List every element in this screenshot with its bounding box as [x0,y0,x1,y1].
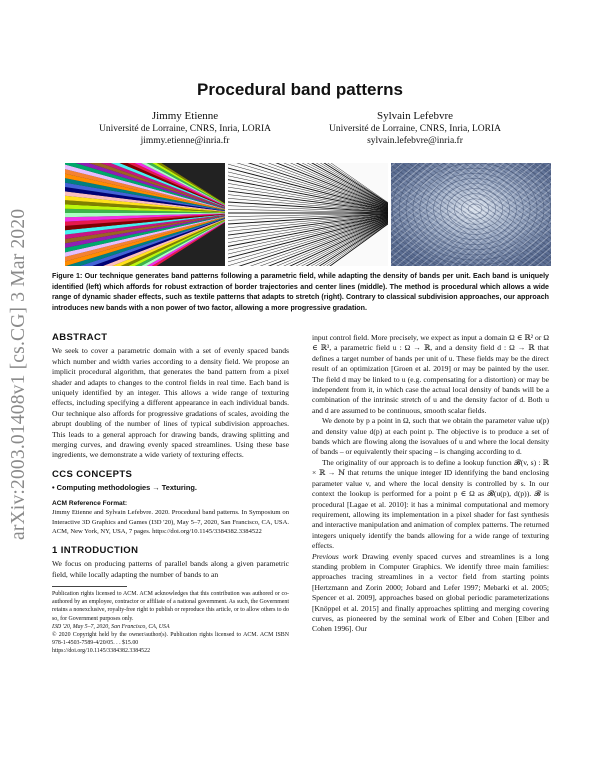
footnote-copyright: © 2020 Copyright held by the owner/author(s). Publication rights licensed to ACM. ACM ISBN 978-1-4503-7589-4/20/05. . . $15.00 [52,631,289,646]
author-email[interactable]: jimmy.etienne@inria.fr [140,136,230,146]
abstract-heading: ABSTRACT [52,332,108,343]
author-name: Jimmy Etienne [151,110,219,122]
textile-pattern-image [391,163,551,266]
introduction-heading: 1 INTRODUCTION [52,545,139,557]
abstract-text: We seek to cover a parametric domain with a set of evenly spaced bands which number and width varies according to a density field. We propose an implicit procedural algorithm, that generates the band pattern from a pixel shader and adapts to changes to the control fields in real time. Each band is uniquely identified by an integer. This allows a wide range of texturing effects, including specifying a different appearance in each individual bands. Our technique also affords for progressive gradations of scales, avoiding the abrupt doubling of the number of lines of typical subdivision approaches. This leads to a general approach for drawing bands, drawing splitting and merging curves, and drawing evenly spaced streamlines. Using these base ingredients, we demonstrate a wide variety of texturing effects. [52,346,289,460]
acm-reference-text: Jimmy Etienne and Sylvain Lefebvre. 2020. Procedural band patterns. In Symposium on Interactive 3D Graphics and Games (I3D '20), May 5–7, 2020, San Francisco, CA, USA. ACM, New York, NY, USA, 7 pages. https://doi.org/10.1145/3384382.3384522 [52,509,289,536]
author-block-1 [60,110,310,148]
intro-paragraph-1: input control field. More precisely, we expect as input a domain Ω ∈ ℝ² or Ω ∈ ℝ³, a parametric field u : Ω → ℝ, and a density field d : Ω → ℝ that defines a target number of bands per unit of u. These fields may be the direct result of an optimization [Groen et al. 2019] or may be painted by the user. The field d may be linked to u (e.g. compensating for a distortion) or may be independent from it, in which case the actual local density of bands will be a combination of the intrinsic stretch of u and the density factor of d. Both u and d are assumed to be continuous, smooth scalar fields. [312,333,549,415]
author-name: Sylvain Lefebvre [376,110,454,122]
introduction-text: We focus on producing patterns of parallel bands along a given parametric field, while locally adapting the number of bands to an [52,559,289,579]
teaser-figure [65,163,550,266]
footnote-rights: Publication rights licensed to ACM. ACM acknowledges that this contribution was authored or co-authored by an employee, contractor or affiliate of a national government. As such, the Government retains a nonexclusive, royalty-free right to publish or reproduce this article, or to allow others to do so, for Government purposes only. [52,591,289,622]
author-email[interactable]: sylvain.lefebvre@inria.fr [367,136,463,146]
acm-reference-heading: ACM Reference Format: [52,499,128,507]
figure-caption: Figure 1: Our technique generates band patterns following a parametric field, while adapting the density of bands per unit. Each band is uniquely identified (left) which affords for robust extraction of border trajectories and center lines (middle). The method is procedural which allows a wide range of dynamic shader effects, such as textile patterns that adapts to stretch (right). Contrary to classical subdivision approaches, our approach introduces new bands with a non power of two factor, allowing a more progressive gradation. [52,272,549,312]
previous-work-text: Drawing evenly spaced curves and streamlines is a long standing problem in Computer Graphics. We identify three main families: approaches tracing streamlines in a vector field from starting points [Hertzmann and Zorin 2000; Jobard and Lefer 1997; Mebarki et al. 2005; Spencer et al. 2009], approaches based on global periodic parameterizations [Knöppel et al. 2015] and finally approaches splitting and merging covering curves, as pioneered by the seminal work of Elber and Cohen [Elber and Cohen 1996]. Our [312,551,549,634]
footnote-rule [52,586,127,587]
band-borders-image [228,163,388,266]
arxiv-identifier: arXiv:2003.01408v1 [cs.CG] 3 Mar 2020 [8,208,29,540]
previous-work-label: Previous work [312,551,358,561]
intro-paragraph-3: The originality of our approach is to define a lookup function 𝓑(v, s) : ℝ × ℝ → ℕ that returns the unique integer ID identifying the band enclosing parameter value v, and where the local density is controlled by s. In our context the lookup is performed for a point p ∈ Ω as 𝓑(u(p), d(p)). 𝓑 is procedural [Lagae et al. 2010]: it has a minimal computational and memory requirement, allowing its implementation in a pixel shader for fast synthesis and interactive manipulation and animation of complex patterns. The returned integers uniquely identify the bands allowing for a wide range of texturing effects. [312,457,549,551]
right-column [312,333,549,635]
paper-title: Procedural band patterns [197,80,403,99]
ccs-item: • Computing methodologies → Texturing. [52,483,197,493]
footnote-doi[interactable]: https://doi.org/10.1145/3384382.3384522 [52,647,151,654]
author-affiliation: Université de Lorraine, CNRS, Inria, LORIA [98,123,272,134]
author-block-2 [290,110,540,148]
author-affiliation: Université de Lorraine, CNRS, Inria, LORIA [328,123,502,134]
footnote-venue: I3D '20, May 5–7, 2020, San Francisco, CA, USA [52,623,170,630]
intro-paragraph-2: We denote by p a point in Ω, such that we obtain the parameter value u(p) and density value d(p) at each point p. The objective is to produce a set of bands which are flowing along the isovalues of u and where the local density of bands – or equivalently their spacing – is changing according to d. [312,416,549,457]
colored-bands-image [65,163,225,266]
left-column [52,333,289,655]
ccs-heading: CCS CONCEPTS [52,468,133,480]
